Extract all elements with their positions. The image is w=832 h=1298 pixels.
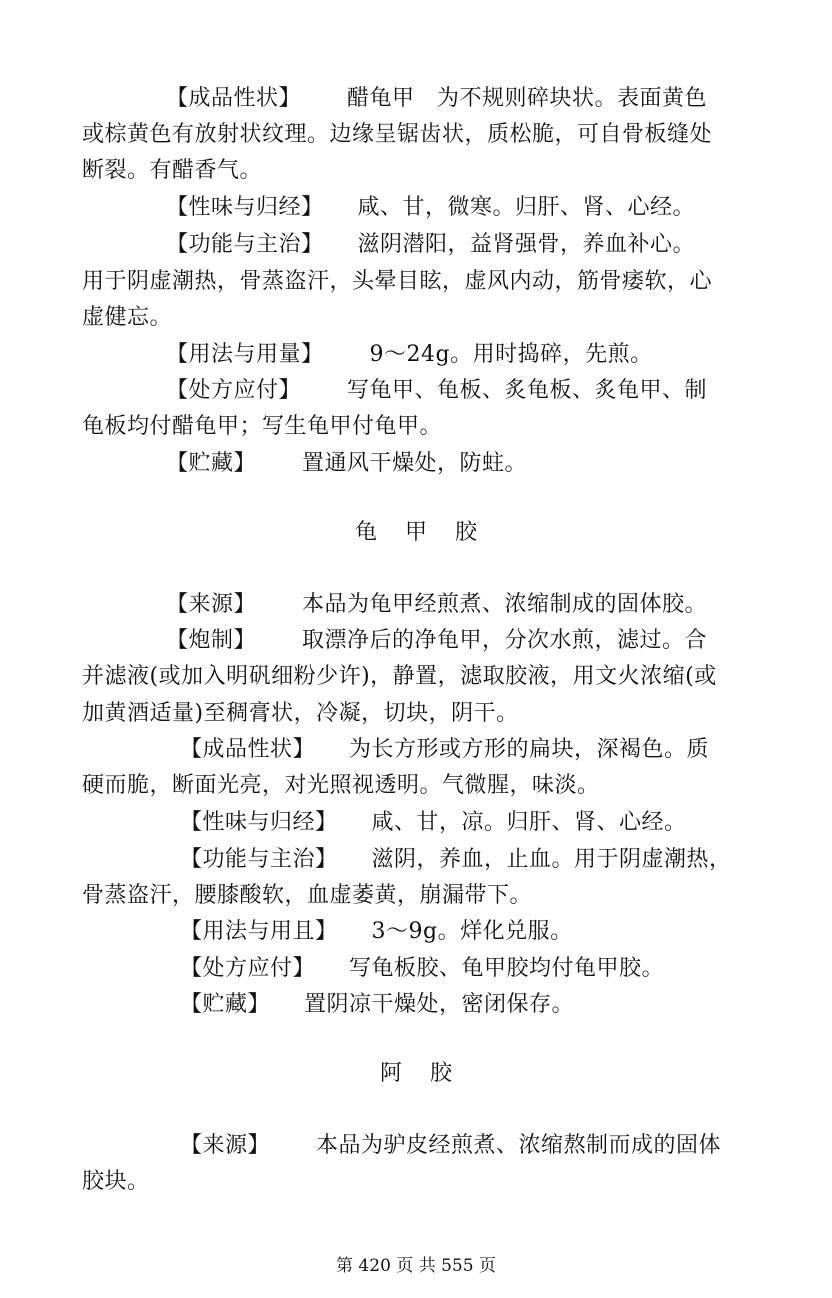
gongneng-line-1 bbox=[180, 845, 732, 875]
section-tag: 【处方应付】 bbox=[180, 956, 316, 981]
paragraph-line: 骨蒸盗汗，腰膝酸软，血虚萎黄，崩漏带下。 bbox=[82, 883, 533, 908]
section-tag: 【功能与主治】 bbox=[166, 232, 324, 257]
paragraph-line: 虚健忘。 bbox=[82, 305, 173, 330]
zhucang-line bbox=[166, 449, 527, 479]
section-tag: 【性味与归经】 bbox=[180, 810, 338, 835]
section-tag: 【成品性状】 bbox=[166, 86, 302, 111]
section-tag: 【用法与用且】 bbox=[180, 919, 338, 944]
paragraph-text: 咸、甘，凉。归肝、肾、心经。 bbox=[371, 810, 687, 835]
section-title: 龟甲胶 bbox=[354, 520, 505, 545]
paragraph-text: 9～24g。用时捣碎，先煎。 bbox=[369, 342, 653, 367]
chengpin-line-1 bbox=[180, 735, 709, 765]
paragraph-text: 本品为驴皮经煎煮、浓缩熬制而成的固体 bbox=[316, 1133, 722, 1158]
laiyuan-line bbox=[166, 590, 707, 620]
paragraph-text: 写龟甲、龟板、炙龟板、炙龟甲、制 bbox=[347, 378, 708, 403]
paragraph-text: 3～9g。烊化兑服。 bbox=[371, 919, 573, 944]
paozhi-line-1 bbox=[166, 626, 707, 656]
section-tag: 【来源】 bbox=[180, 1133, 271, 1158]
paragraph-text: 滋阴潜阳，益肾强骨，养血补心。 bbox=[357, 232, 696, 257]
paragraph-text: 置通风干燥处，防蛀。 bbox=[302, 451, 528, 476]
section-title: 阿胶 bbox=[379, 1061, 480, 1086]
section-tag: 【处方应付】 bbox=[166, 378, 302, 403]
chufang-line bbox=[180, 954, 664, 984]
paragraph-text: 取漂净后的净龟甲，分次水煎，滤过。合 bbox=[302, 628, 708, 653]
section-tag: 【性味与归经】 bbox=[166, 195, 324, 220]
section-tag: 【功能与主治】 bbox=[180, 847, 338, 872]
paragraph-line: 加黄酒适量)至稠膏状，冷凝，切块，阴干。 bbox=[82, 701, 519, 726]
page-number: 第 420 页 共 555 页 bbox=[336, 1256, 496, 1276]
zhucang-line bbox=[180, 990, 574, 1020]
section-tag: 【来源】 bbox=[166, 592, 257, 617]
section-tag: 【成品性状】 bbox=[180, 737, 316, 762]
section-tag: 【炮制】 bbox=[166, 628, 257, 653]
paragraph-text: 本品为龟甲经煎煮、浓缩制成的固体胶。 bbox=[302, 592, 708, 617]
paragraph-text: 为长方形或方形的扁块，深褐色。质 bbox=[349, 737, 710, 762]
paragraph-text: 咸、甘，微寒。归肝、肾、心经。 bbox=[357, 195, 696, 220]
xingwei-line bbox=[180, 808, 687, 838]
paragraph-line: 或棕黄色有放射状纹理。边缘呈锯齿状，质松脆，可自骨板缝处 bbox=[82, 122, 713, 147]
section-tag: 【贮藏】 bbox=[166, 451, 257, 476]
paragraph-text: 写龟板胶、龟甲胶均付龟甲胶。 bbox=[349, 956, 665, 981]
section-tag: 【用法与用量】 bbox=[166, 342, 324, 367]
xingwei-line bbox=[166, 193, 695, 223]
paragraph-line: 并滤液(或加入明矾细粉少许)，静置，滤取胶液，用文火浓缩(或 bbox=[82, 664, 717, 689]
paragraph-line: 硬而脆，断面光亮，对光照视透明。气微腥，味淡。 bbox=[82, 773, 600, 798]
chengpin-line-1 bbox=[166, 84, 707, 114]
gongneng-line-1 bbox=[166, 230, 695, 260]
paragraph-text: 置阴凉干燥处，密闭保存。 bbox=[304, 992, 575, 1017]
laiyuan-line-1 bbox=[180, 1131, 721, 1161]
paragraph-line: 胶块。 bbox=[82, 1169, 150, 1194]
yongfa-line bbox=[166, 340, 653, 370]
section-tag: 【贮藏】 bbox=[180, 992, 271, 1017]
chufang-line-1 bbox=[166, 376, 707, 406]
yongfa-line bbox=[180, 917, 573, 947]
paragraph-line: 断裂。有醋香气。 bbox=[82, 158, 263, 183]
paragraph-line: 龟板均付醋龟甲；写生龟甲付龟甲。 bbox=[82, 414, 443, 439]
paragraph-line: 用于阴虚潮热，骨蒸盗汗，头晕目眩，虚风内动，筋骨痿软，心 bbox=[82, 269, 713, 294]
paragraph-text: 醋龟甲 为不规则碎块状。表面黄色 bbox=[347, 86, 708, 111]
paragraph-text: 滋阴，养血，止血。用于阴虚潮热， bbox=[371, 847, 732, 872]
